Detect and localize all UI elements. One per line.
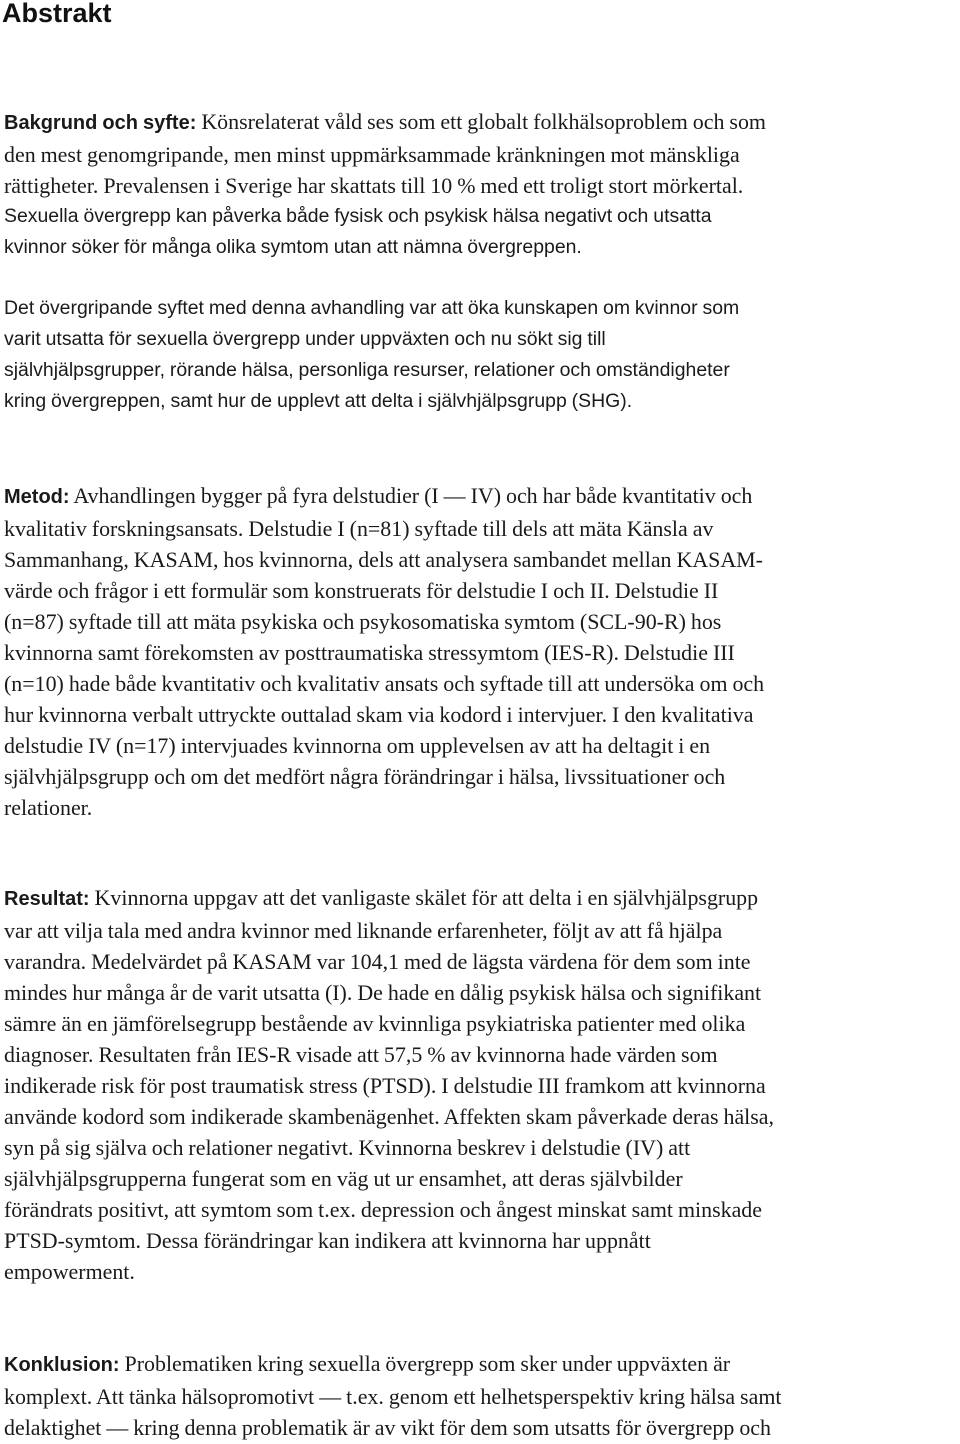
text-line: Bakgrund och syfte: Könsrelaterat våld ses som ett globalt folkhälsoproblem och som bbox=[4, 109, 766, 134]
section-label: Bakgrund och syfte: bbox=[4, 112, 197, 134]
text-line: kvalitativ forskningsansats. Delstudie I (n=81) syftade till dels att mäta Känsla av bbox=[4, 516, 714, 541]
text-line: Metod: Avhandlingen bygger på fyra delstudier (I — IV) och har både kvantitativ och bbox=[4, 483, 753, 508]
section-syfte bbox=[4, 293, 959, 417]
text-line: (n=10) hade både kvantitativ och kvalitativ ansats och syftade till att undersöka om och bbox=[4, 671, 765, 696]
section-resultat bbox=[4, 882, 959, 1287]
text-line: Konklusion: Problematiken kring sexuella övergrepp som sker under uppväxten är bbox=[4, 1351, 731, 1376]
text-line: komplext. Att tänka hälsopromotivt — t.ex. genom ett helhetsperspektiv kring hälsa samt bbox=[4, 1384, 782, 1409]
page-title: Abstrakt bbox=[2, 0, 112, 28]
section-label: Metod: bbox=[4, 486, 70, 508]
text-line: sämre än en jämförelsegrupp bestående av kvinnliga psykiatriska patienter med olika bbox=[4, 1011, 746, 1036]
text-line: använde kodord som indikerade skambenägenhet. Affekten skam påverkade deras hälsa, bbox=[4, 1104, 775, 1129]
text-line: varit utsatta för sexuella övergrepp under uppväxten och nu sökt sig till bbox=[4, 328, 606, 350]
text-line: varandra. Medelvärdet på KASAM var 104,1 med de lägsta värdena för dem som inte bbox=[4, 949, 751, 974]
text-line: Sexuella övergrepp kan påverka både fysisk och psykisk hälsa negativt och utsatta bbox=[4, 205, 712, 227]
text-line: Det övergripande syftet med denna avhandling var att öka kunskapen om kvinnor som bbox=[4, 297, 740, 319]
text-line: förändrats positivt, att symtom som t.ex. depression och ångest minskat samt minskade bbox=[4, 1197, 762, 1222]
text-line: delaktighet — kring denna problematik är av vikt för dem som utsatts för övergrepp och bbox=[4, 1415, 771, 1440]
section-bakgrund bbox=[4, 106, 959, 263]
section-label: Resultat: bbox=[4, 888, 90, 910]
text-line: delstudie IV (n=17) intervjuades kvinnorna om upplevelsen av att ha deltagit i en bbox=[4, 733, 711, 758]
text-line: självhjälpsgrupper, rörande hälsa, personliga resurser, relationer och omständigheter bbox=[4, 359, 730, 381]
text-line: indikerade risk för post traumatisk stress (PTSD). I delstudie III framkom att kvinnorna bbox=[4, 1073, 766, 1098]
text-line: Sammanhang, KASAM, hos kvinnorna, dels att analysera sambandet mellan KASAM- bbox=[4, 547, 763, 572]
text-line: var att vilja tala med andra kvinnor med liknande erfarenheter, följt av att få hjälpa bbox=[4, 918, 723, 943]
text-line: Resultat: Kvinnorna uppgav att det vanligaste skälet för att delta i en självhjälpsgrupp bbox=[4, 885, 759, 910]
text-line: självhjälpsgrupp och om det medfört några förändringar i hälsa, livssituationer och bbox=[4, 764, 726, 789]
text-line: (n=87) syftade till att mäta psykiska och psykosomatiska symtom (SCL-90-R) hos bbox=[4, 609, 722, 634]
text-line: diagnoser. Resultaten från IES-R visade att 57,5 % av kvinnorna hade värden som bbox=[4, 1042, 718, 1067]
text-line: hur kvinnorna verbalt uttryckte outtalad skam via kodord i intervjuer. I den kvalitativa bbox=[4, 702, 754, 727]
text-line: kring övergreppen, samt hur de upplevt att delta i självhjälpsgrupp (SHG). bbox=[4, 390, 633, 412]
text-line: den mest genomgripande, men minst uppmärksammade kränkningen mot mänskliga bbox=[4, 142, 740, 167]
text-line: syn på sig själva och relationer negativt. Kvinnorna beskrev i delstudie (IV) att bbox=[4, 1135, 691, 1160]
text-line: PTSD-symtom. Dessa förändringar kan indikera att kvinnorna har uppnått bbox=[4, 1228, 651, 1253]
text-line: självhjälpsgrupperna fungerat som en väg ut ur ensamhet, att deras självbilder bbox=[4, 1166, 683, 1191]
text-line: rättigheter. Prevalensen i Sverige har skattats till 10 % med ett troligt stort mörkertal. bbox=[4, 173, 744, 198]
text-line: kvinnor söker för många olika symtom utan att nämna övergreppen. bbox=[4, 236, 582, 258]
text-line: mindes hur många år de varit utsatta (I). De hade en dålig psykisk hälsa och signifikant bbox=[4, 980, 762, 1005]
section-label: Konklusion: bbox=[4, 1354, 120, 1376]
text-line: kvinnorna samt förekomsten av posttraumatiska stressymtom (IES-R). Delstudie III bbox=[4, 640, 735, 665]
section-konklusion bbox=[4, 1348, 959, 1443]
text-line: empowerment. bbox=[4, 1259, 135, 1284]
text-line: värde och frågor i ett formulär som konstruerats för delstudie I och II. Delstudie II bbox=[4, 578, 719, 603]
text-line: relationer. bbox=[4, 795, 93, 820]
section-metod bbox=[4, 480, 959, 823]
